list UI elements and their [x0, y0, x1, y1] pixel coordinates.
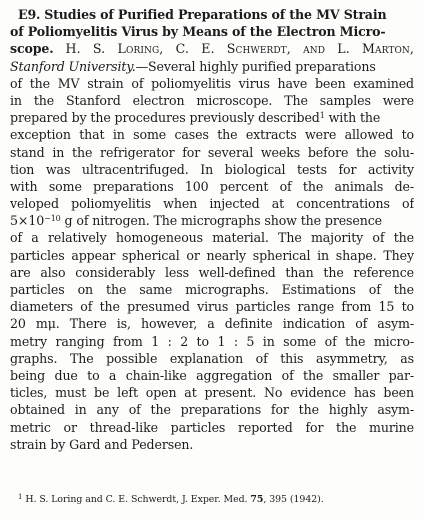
footnote-mark: 1 — [18, 493, 23, 501]
title-text-3: scope. — [10, 41, 54, 57]
body-text-13b: g of nitrogen. The micrographs show the presence — [60, 213, 382, 229]
body-line-10: tion was ultracentrifuged. In biological tests for activity — [10, 161, 414, 177]
body-text-13a: 5×10 — [10, 213, 45, 229]
title-text-1: Studies of Purified Preparations of the MV Strain — [44, 7, 387, 22]
footnote-volume: 75 — [250, 494, 264, 505]
body-text-4: —Several highly purified preparations — [135, 58, 376, 74]
body-line-16: are also considerably less well-defined than the reference — [10, 264, 414, 280]
title-line-1 — [10, 6, 414, 23]
body-line-25: metric or thread-like particles reported for the murine — [10, 419, 414, 435]
body-line-5: of the MV strain of poliomyelitis virus have been examined — [10, 75, 414, 91]
body-line-7 — [10, 109, 414, 126]
body-line-18: diameters of the presumed virus particles range from 15 to — [10, 299, 414, 315]
title-text-2: of Poliomyelitis Virus by Means of the Electron Micro- — [10, 24, 386, 40]
body-line-20: metry ranging from 1 : 2 to 1 : 5 in some of the micro- — [10, 333, 414, 349]
body-line-19: 20 mμ. There is, however, a definite indication of asym- — [10, 316, 414, 332]
body-text-7a: prepared by the procedures previously described — [10, 110, 320, 126]
body-line-14: of a relatively homogeneous material. The majority of the — [10, 230, 414, 246]
body-line-9: stand in the refrigerator for several weeks before the solu- — [10, 144, 414, 160]
affiliation: Stanford University. — [10, 58, 136, 74]
abstract-e9 — [10, 6, 414, 453]
body-line-8: exception that in some cases the extracts were allowed to — [10, 127, 414, 143]
footnote-text: H. S. Loring and C. E. Schwerdt, J. Exper. Med. — [22, 494, 251, 505]
body-text-7b: with the — [324, 110, 381, 126]
footnote-ref: 1 — [319, 111, 325, 121]
body-line-22: being due to a chain-like aggregation of the smaller par- — [10, 367, 414, 383]
body-line-17: particles on the same micrographs. Estimations of the — [10, 282, 414, 297]
body-line-11: with some preparations 100 percent of the animals de- — [10, 178, 414, 194]
title-line-2 — [10, 23, 414, 40]
body-line-6: in the Stanford electron microscope. The samples were — [10, 92, 414, 108]
body-line-21: graphs. The possible explanation of this asymmetry, as — [10, 350, 414, 366]
body-line-24: obtained in any of the preparations for the highly asym- — [10, 402, 414, 418]
footnote-rest: , 395 (1942). — [263, 494, 324, 505]
author-list: H. S. Loring, C. E. Schwerdt, and L. Marton, — [65, 41, 414, 57]
body-line-15: particles appear spherical or nearly spherical in shape. They — [10, 247, 414, 263]
body-line-12: veloped poliomyelitis when injected at concentrations of — [10, 196, 414, 212]
body-line-4 — [10, 58, 414, 75]
body-line-3 — [10, 40, 414, 57]
abstract-id: E9. — [18, 7, 41, 22]
body-line-13 — [10, 212, 414, 229]
footnote — [18, 494, 408, 506]
body-line-23: ticles, must be left open at present. No evidence has been — [10, 385, 414, 401]
body-line-26: strain by Gard and Pedersen. — [10, 436, 194, 452]
exponent: −10 — [44, 214, 61, 224]
